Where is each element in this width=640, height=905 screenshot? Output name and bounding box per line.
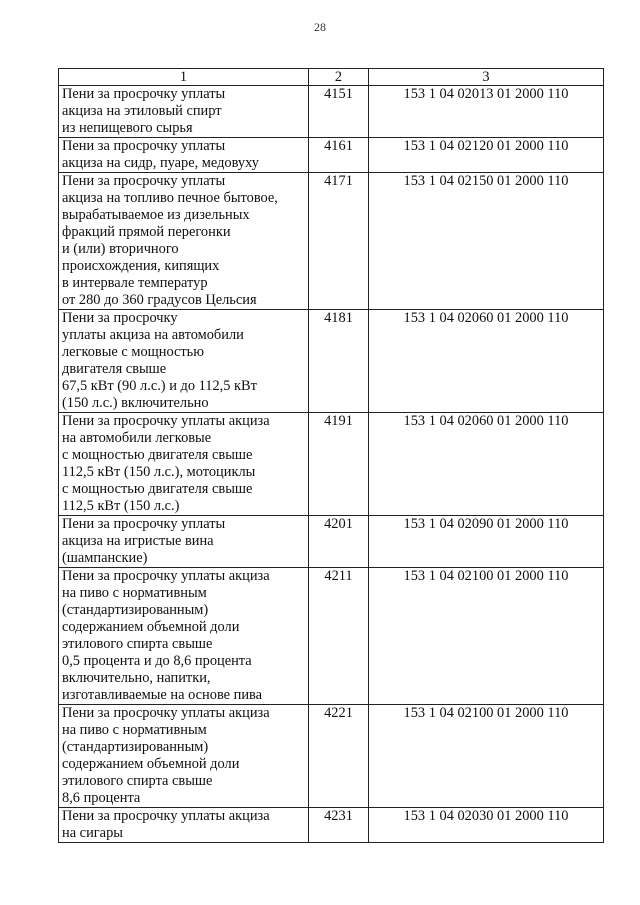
budget-code-table	[58, 68, 604, 843]
row-description: Пени за просрочку уплаты акциза на игристые вина (шампанские)	[59, 516, 309, 568]
table-row	[59, 568, 604, 705]
row-code: 4151	[309, 86, 369, 138]
row-budget-code: 153 1 04 02060 01 2000 110	[369, 310, 604, 413]
row-budget-code: 153 1 04 02030 01 2000 110	[369, 808, 604, 843]
row-budget-code: 153 1 04 02013 01 2000 110	[369, 86, 604, 138]
row-budget-code: 153 1 04 02150 01 2000 110	[369, 173, 604, 310]
page-number: 28	[314, 20, 326, 34]
row-budget-code: 153 1 04 02060 01 2000 110	[369, 413, 604, 516]
row-code: 4231	[309, 808, 369, 843]
row-code: 4201	[309, 516, 369, 568]
row-code: 4211	[309, 568, 369, 705]
row-budget-code: 153 1 04 02100 01 2000 110	[369, 568, 604, 705]
row-description: Пени за просрочку уплаты акциза на этиловый спирт из непищевого сырья	[59, 86, 309, 138]
row-code: 4171	[309, 173, 369, 310]
row-description: Пени за просрочку уплаты акциза на пиво с нормативным (стандартизированным) содержанием объемной доли этилового спирта свыше 8,6 процента	[59, 705, 309, 808]
column-header-3: 3	[369, 69, 604, 86]
table-row	[59, 138, 604, 173]
row-budget-code: 153 1 04 02090 01 2000 110	[369, 516, 604, 568]
table-row	[59, 516, 604, 568]
table-row	[59, 173, 604, 310]
row-code: 4161	[309, 138, 369, 173]
table-header-row	[59, 69, 604, 86]
row-description: Пени за просрочку уплаты акциза на сигары	[59, 808, 309, 843]
row-code: 4191	[309, 413, 369, 516]
row-budget-code: 153 1 04 02120 01 2000 110	[369, 138, 604, 173]
row-budget-code: 153 1 04 02100 01 2000 110	[369, 705, 604, 808]
row-description: Пени за просрочку уплаты акциза на сидр, пуаре, медовуху	[59, 138, 309, 173]
row-description: Пени за просрочку уплаты акциза на автомобили легковые с мощностью двигателя свыше 112,5 кВт (150 л.с.), мотоциклы с мощностью двигателя свыше 112,5 кВт (150 л.с.)	[59, 413, 309, 516]
row-code: 4181	[309, 310, 369, 413]
table-row	[59, 705, 604, 808]
table-row	[59, 86, 604, 138]
row-description: Пени за просрочку уплаты акциза на автомобили легковые с мощностью двигателя свыше 67,5 кВт (90 л.с.) и до 112,5 кВт (150 л.с.) включительно	[59, 310, 309, 413]
table-row	[59, 310, 604, 413]
table-row	[59, 808, 604, 843]
row-description: Пени за просрочку уплаты акциза на пиво с нормативным (стандартизированным) содержанием объемной доли этилового спирта свыше 0,5 процента и до 8,6 процента включительно, напитки, изготавливаемые на основе пива	[59, 568, 309, 705]
row-code: 4221	[309, 705, 369, 808]
table-row	[59, 413, 604, 516]
column-header-2: 2	[309, 69, 369, 86]
column-header-1: 1	[59, 69, 309, 86]
row-description: Пени за просрочку уплаты акциза на топливо печное бытовое, вырабатываемое из дизельных фракций прямой перегонки и (или) вторичного происхождения, кипящих в интервале температур от 280 до 360 градусов Цельсия	[59, 173, 309, 310]
